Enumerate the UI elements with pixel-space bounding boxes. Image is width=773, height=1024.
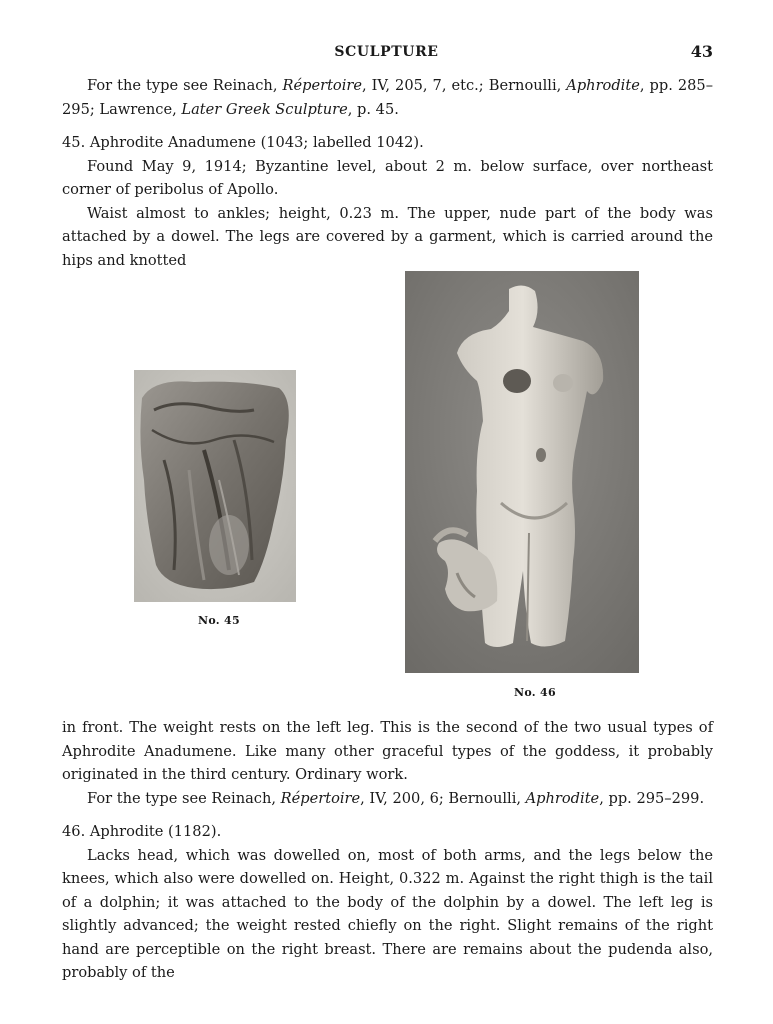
figure-46-caption: No. 46 bbox=[514, 686, 556, 699]
figure-46-image bbox=[405, 271, 639, 673]
running-header: SCULPTURE bbox=[334, 44, 439, 60]
entry-45-found: Found May 9, 1914; Byzantine level, about 2 m. below surface, over northeast corner of peribolus of Apollo. bbox=[62, 157, 713, 198]
entry-45-description: Waist almost to ankles; height, 0.23 m. The upper, nude part of the body was attached by a dowel. The legs are covered by a garment, which is carried around the hips and knotted bbox=[62, 204, 713, 269]
entry-45-description-continued: in front. The weight rests on the left leg. This is the second of the two usual types of Aphrodite Anadumene. Like many other graceful types of the goddess, it probably originated in the third century. Ordinary work. bbox=[62, 719, 713, 783]
figure-45-image bbox=[134, 370, 296, 602]
page-number: 43 bbox=[690, 42, 713, 61]
figure-45-caption: No. 45 bbox=[198, 614, 240, 627]
entry-46-heading: 46. Aphrodite (1182). bbox=[62, 823, 222, 840]
type-reference-paragraph: For the type see Reinach, Répertoire, IV, 205, 7, etc.; Bernoulli, Aphrodite, pp. 285–295; Lawrence, Later Greek Sculpture, p. 45. bbox=[62, 77, 713, 118]
entry-46-description: Lacks head, which was dowelled on, most of both arms, and the legs below the knees, which also were dowelled on. Height, 0.322 m. Against the right thigh is the tail of a dolphin; it was attached to the body of the dolphin by a dowel. The left leg is slightly advanced; the weight rested chiefly on the right. Slight remains of the right hand are perceptible on the right breast. There are remains about the pudenda also, probably of the bbox=[62, 846, 713, 981]
upper-text bbox=[62, 74, 713, 272]
entry-45-type-reference: For the type see Reinach, Répertoire, IV, 200, 6; Bernoulli, Aphrodite, pp. 295–299. bbox=[87, 789, 705, 807]
entry-45-heading: 45. Aphrodite Anadumene (1043; labelled 1042). bbox=[62, 134, 424, 151]
lower-text bbox=[62, 716, 713, 985]
